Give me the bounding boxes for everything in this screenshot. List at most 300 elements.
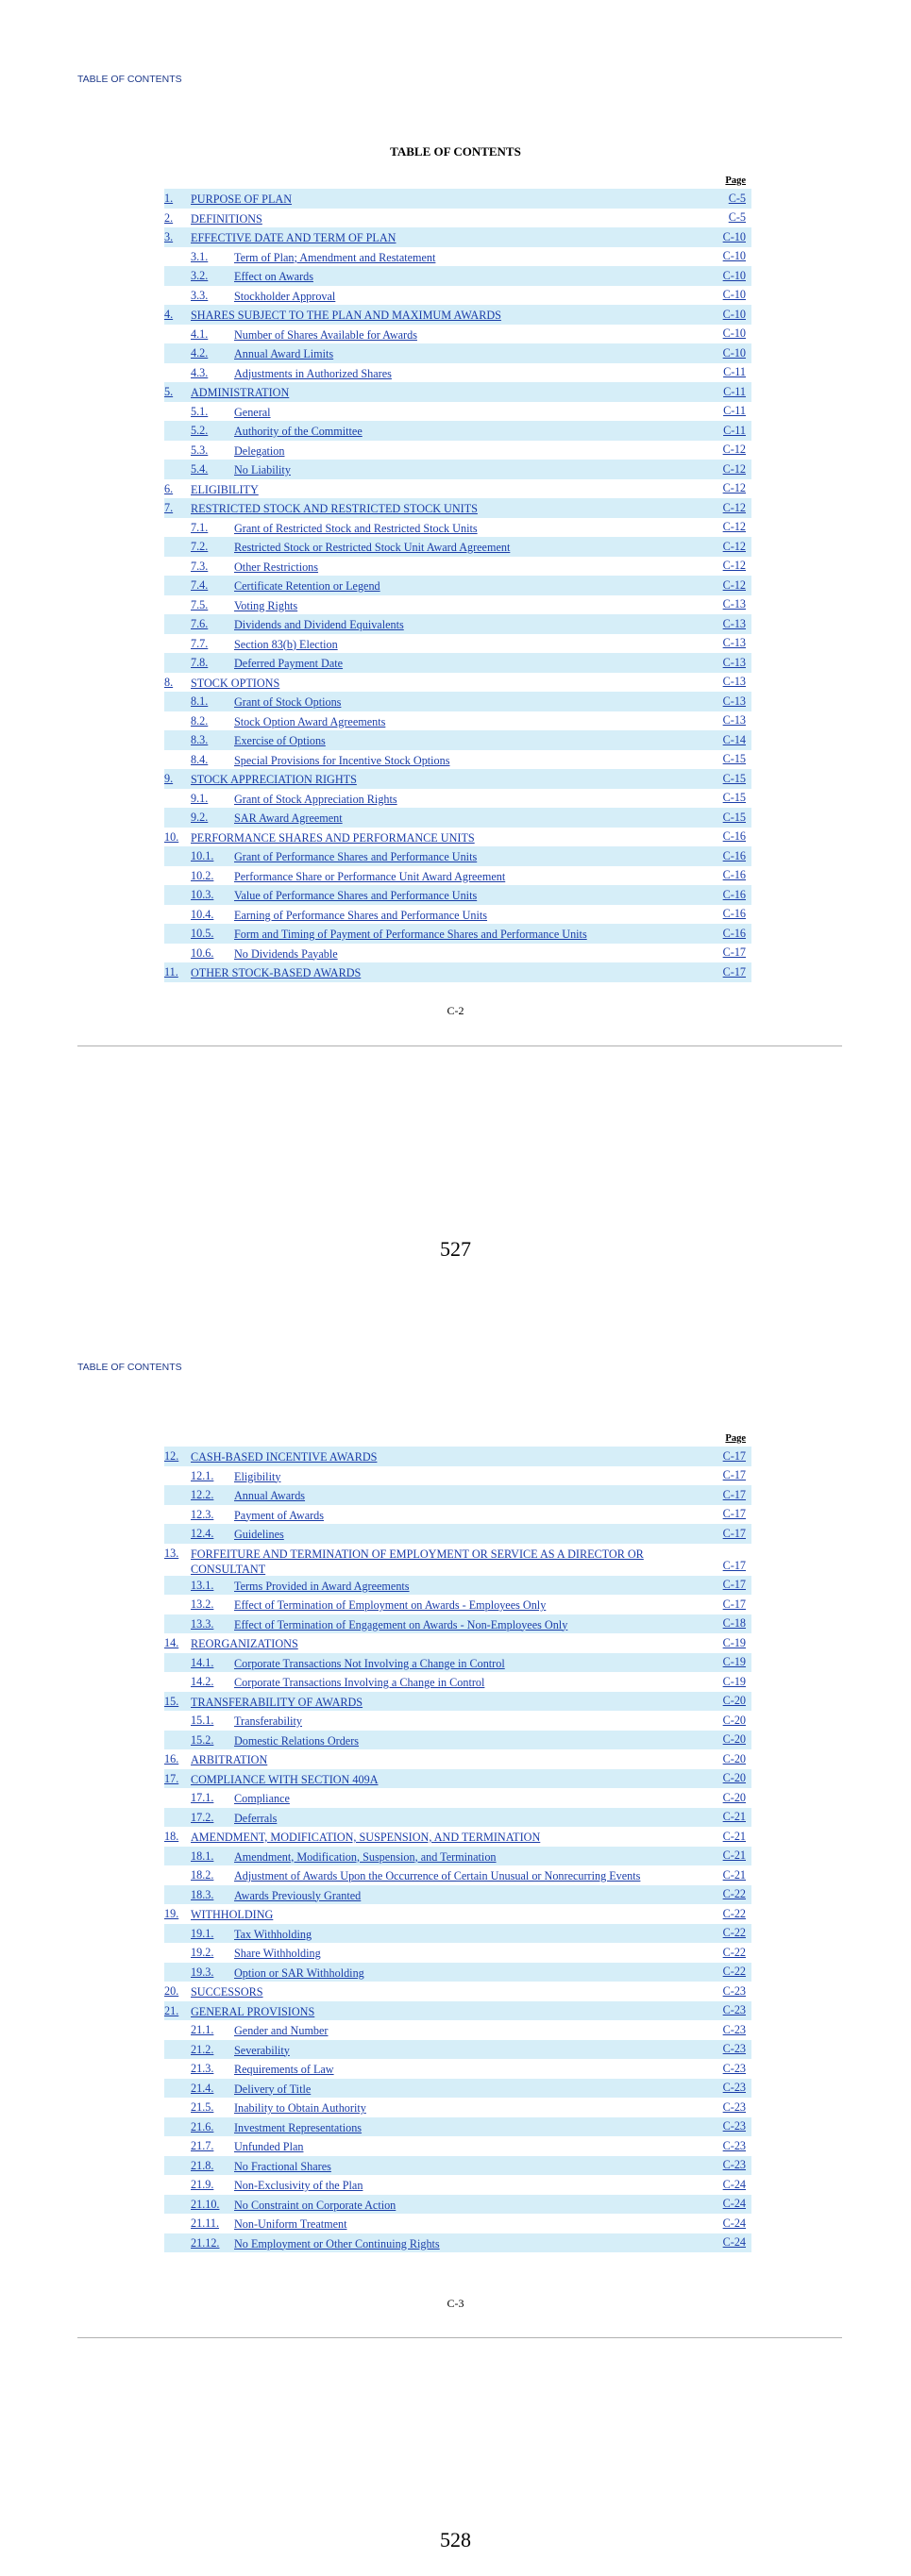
toc-entry-page[interactable]: C-23 xyxy=(722,2119,746,2133)
toc-entry[interactable] xyxy=(164,1731,751,1750)
toc-entry-title[interactable]: Option or SAR Withholding xyxy=(234,1965,364,1980)
toc-entry-page[interactable]: C-23 xyxy=(722,2138,746,2152)
toc-entry-title[interactable]: GENERAL PROVISIONS xyxy=(191,2004,315,2018)
toc-entry-title[interactable]: Adjustment of Awards Upon the Occurrence of Certain Unusual or Nonrecurring Events xyxy=(234,1869,641,1882)
toc-entry[interactable] xyxy=(164,944,751,963)
toc-entry-number[interactable]: 7.4. xyxy=(191,578,209,592)
toc-entry-page[interactable]: C-13 xyxy=(722,616,746,630)
toc-entry-number[interactable]: 14.1. xyxy=(191,1655,214,1669)
toc-entry-title[interactable]: Awards Previously Granted xyxy=(234,1888,362,1902)
toc-entry-number[interactable]: 3.1. xyxy=(191,249,209,263)
toc-entry-page[interactable]: C-10 xyxy=(722,345,746,360)
toc-entry-page[interactable]: C-23 xyxy=(722,2099,746,2114)
toc-entry-number[interactable]: 5.2. xyxy=(191,424,209,437)
toc-entry-title[interactable]: Term of Plan; Amendment and Restatement xyxy=(234,250,436,264)
toc-entry-number[interactable]: 7.2. xyxy=(191,540,209,553)
toc-entry-page[interactable]: C-13 xyxy=(722,655,746,669)
toc-entry-title[interactable]: No Dividends Payable xyxy=(234,946,338,961)
toc-entry[interactable] xyxy=(164,962,751,982)
toc-entry-title[interactable]: AMENDMENT, MODIFICATION, SUSPENSION, AND TERMINATION xyxy=(191,1831,541,1844)
toc-entry-number[interactable]: 4.2. xyxy=(191,346,209,360)
toc-entry-number[interactable]: 12.3. xyxy=(191,1507,214,1521)
toc-entry[interactable] xyxy=(164,1943,751,1963)
toc-entry-number[interactable]: 12.1. xyxy=(191,1468,214,1482)
toc-entry[interactable] xyxy=(164,421,751,441)
toc-entry-page[interactable]: C-10 xyxy=(722,229,746,243)
toc-entry-page[interactable]: C-24 xyxy=(722,2216,746,2230)
toc-entry-page[interactable]: C-23 xyxy=(722,2158,746,2171)
toc-entry-page[interactable]: C-16 xyxy=(722,848,746,862)
toc-entry[interactable] xyxy=(164,905,751,925)
toc-entry-page[interactable]: C-13 xyxy=(722,597,746,611)
toc-entry[interactable] xyxy=(164,2195,751,2215)
toc-entry-number[interactable]: 14. xyxy=(164,1636,179,1649)
toc-entry-title[interactable]: Guidelines xyxy=(234,1528,284,1541)
toc-entry-page[interactable]: C-17 xyxy=(722,1558,746,1572)
toc-entry[interactable] xyxy=(164,808,751,828)
toc-entry-number[interactable]: 7.1. xyxy=(191,520,209,534)
toc-entry-page[interactable]: C-12 xyxy=(722,539,746,553)
toc-entry-number[interactable]: 21.7. xyxy=(191,2139,214,2152)
toc-entry-page[interactable]: C-17 xyxy=(722,1468,746,1481)
toc-entry-number[interactable]: 21.3. xyxy=(191,2062,214,2075)
toc-entry-page[interactable]: C-17 xyxy=(722,1448,746,1463)
toc-entry-number[interactable]: 7. xyxy=(164,501,174,514)
toc-entry-title[interactable]: SAR Award Agreement xyxy=(234,811,343,825)
toc-entry-title[interactable]: PERFORMANCE SHARES AND PERFORMANCE UNITS xyxy=(191,830,475,845)
toc-entry[interactable] xyxy=(164,227,751,247)
toc-entry-number[interactable]: 5.1. xyxy=(191,404,209,418)
toc-entry-title[interactable]: Non-Exclusivity of the Plan xyxy=(234,2179,363,2192)
toc-entry-page[interactable]: C-20 xyxy=(722,1751,746,1765)
toc-entry[interactable] xyxy=(164,653,751,673)
toc-entry[interactable] xyxy=(164,382,751,402)
toc-entry-number[interactable]: 21.6. xyxy=(191,2119,214,2133)
toc-entry-title[interactable]: STOCK OPTIONS xyxy=(191,676,280,690)
toc-entry-number[interactable]: 10.4. xyxy=(191,907,214,921)
toc-entry-title[interactable]: Grant of Restricted Stock and Restricted Stock Units xyxy=(234,521,478,535)
toc-entry-page[interactable]: C-20 xyxy=(722,1732,746,1746)
toc-entry-number[interactable]: 21.12. xyxy=(191,2235,220,2250)
toc-entry[interactable] xyxy=(164,2214,751,2233)
toc-entry-title[interactable]: STOCK APPRECIATION RIGHTS xyxy=(191,773,357,786)
toc-entry-number[interactable]: 15. xyxy=(164,1694,179,1708)
toc-entry[interactable] xyxy=(164,460,751,479)
toc-entry-number[interactable]: 5.3. xyxy=(191,443,209,457)
toc-header-link[interactable]: TABLE OF CONTENTS xyxy=(77,1362,182,1373)
toc-entry[interactable] xyxy=(164,2079,751,2099)
toc-entry[interactable] xyxy=(164,557,751,577)
toc-entry-page[interactable]: C-20 xyxy=(722,1713,746,1727)
toc-entry-number[interactable]: 2. xyxy=(164,210,174,225)
toc-entry-page[interactable]: C-13 xyxy=(722,636,746,649)
toc-entry-page[interactable]: C-13 xyxy=(722,694,746,708)
toc-entry-title[interactable]: Adjustments in Authorized Shares xyxy=(234,366,392,380)
toc-entry-page[interactable]: C-10 xyxy=(722,288,746,301)
toc-entry[interactable] xyxy=(164,2098,751,2117)
toc-entry-number[interactable]: 3.3. xyxy=(191,288,209,302)
toc-entry-number[interactable]: 10.5. xyxy=(191,927,214,940)
toc-entry-page[interactable]: C-23 xyxy=(722,1983,746,1998)
toc-entry-title[interactable]: No Liability xyxy=(234,463,291,477)
toc-entry[interactable] xyxy=(164,2136,751,2156)
toc-entry-page[interactable]: C-20 xyxy=(722,1771,746,1784)
toc-entry-number[interactable]: 7.8. xyxy=(191,656,209,669)
toc-entry[interactable] xyxy=(164,518,751,538)
toc-entry[interactable] xyxy=(164,1466,751,1486)
toc-entry-title[interactable]: Number of Shares Available for Awards xyxy=(234,327,417,342)
toc-entry-number[interactable]: 13.1. xyxy=(191,1578,214,1592)
toc-entry[interactable] xyxy=(164,1982,751,2001)
toc-entry[interactable] xyxy=(164,1924,751,1944)
toc-entry[interactable] xyxy=(164,1524,751,1544)
toc-entry-number[interactable]: 11. xyxy=(164,965,178,979)
toc-entry-title[interactable]: Transferability xyxy=(234,1715,302,1728)
toc-entry-page[interactable]: C-21 xyxy=(722,1848,746,1862)
toc-entry-title[interactable]: Certificate Retention or Legend xyxy=(234,579,380,593)
toc-entry[interactable] xyxy=(164,711,751,731)
toc-entry-number[interactable]: 9.1. xyxy=(191,791,209,805)
toc-entry-title[interactable]: No Constraint on Corporate Action xyxy=(234,2198,396,2212)
toc-entry-page[interactable]: C-16 xyxy=(722,868,746,881)
toc-entry-title[interactable]: Eligibility xyxy=(234,1469,281,1483)
toc-entry-title[interactable]: Annual Award Limits xyxy=(234,347,334,360)
toc-entry-title[interactable]: OTHER STOCK-BASED AWARDS xyxy=(191,966,362,979)
toc-entry-page[interactable]: C-13 xyxy=(722,675,746,688)
toc-entry[interactable] xyxy=(164,614,751,634)
toc-entry-title[interactable]: Deferred Payment Date xyxy=(234,657,344,670)
toc-entry[interactable] xyxy=(164,2059,751,2079)
toc-entry-title[interactable]: Dividends and Dividend Equivalents xyxy=(234,618,404,631)
toc-entry[interactable] xyxy=(164,924,751,944)
toc-entry-page[interactable]: C-23 xyxy=(722,2061,746,2075)
toc-entry-title[interactable]: No Employment or Other Continuing Rights xyxy=(234,2236,440,2250)
toc-entry-title[interactable]: Voting Rights xyxy=(234,598,298,612)
toc-entry[interactable] xyxy=(164,1692,751,1712)
toc-entry[interactable] xyxy=(164,305,751,325)
toc-entry-title[interactable]: Grant of Stock Options xyxy=(234,695,342,709)
toc-entry-number[interactable]: 3. xyxy=(164,230,174,243)
toc-entry-number[interactable]: 4.3. xyxy=(191,365,209,379)
toc-entry-title[interactable]: Domestic Relations Orders xyxy=(234,1733,360,1748)
toc-entry-number[interactable]: 8.4. xyxy=(191,752,209,766)
toc-entry[interactable] xyxy=(164,498,751,518)
toc-entry[interactable] xyxy=(164,479,751,499)
toc-entry[interactable] xyxy=(164,846,751,866)
toc-entry-number[interactable]: 18.3. xyxy=(191,1887,214,1901)
toc-entry-number[interactable]: 21.9. xyxy=(191,2178,214,2191)
toc-entry-page[interactable]: C-14 xyxy=(722,732,746,746)
toc-entry[interactable] xyxy=(164,1447,751,1466)
toc-entry[interactable] xyxy=(164,769,751,789)
toc-entry[interactable] xyxy=(164,750,751,770)
toc-entry-number[interactable]: 13.2. xyxy=(191,1597,214,1611)
toc-entry[interactable] xyxy=(164,1963,751,1982)
toc-entry-page[interactable]: C-23 xyxy=(722,2081,746,2094)
toc-entry[interactable] xyxy=(164,343,751,363)
toc-entry-number[interactable]: 7.3. xyxy=(191,559,209,573)
toc-entry-page[interactable]: C-17 xyxy=(722,1578,746,1591)
toc-entry[interactable] xyxy=(164,1749,751,1769)
toc-entry-number[interactable]: 4. xyxy=(164,308,174,321)
toc-entry-page[interactable]: C-12 xyxy=(722,559,746,572)
toc-entry-title[interactable]: Section 83(b) Election xyxy=(234,637,338,651)
toc-entry-title[interactable]: Corporate Transactions Involving a Change in Control xyxy=(234,1676,485,1689)
toc-entry-number[interactable]: 8.3. xyxy=(191,733,209,746)
toc-entry-title[interactable]: Effect of Termination of Engagement on Awards - Non-Employees Only xyxy=(234,1617,568,1631)
toc-entry[interactable] xyxy=(164,1633,751,1653)
toc-entry-title[interactable]: Grant of Performance Shares and Performance Units xyxy=(234,850,478,863)
toc-entry[interactable] xyxy=(164,209,751,228)
toc-entry-number[interactable]: 17.1. xyxy=(191,1791,214,1804)
toc-entry-number[interactable]: 21.8. xyxy=(191,2158,214,2172)
toc-entry-number[interactable]: 18.1. xyxy=(191,1848,214,1863)
toc-entry-number[interactable]: 15.1. xyxy=(191,1714,214,1727)
toc-entry[interactable] xyxy=(164,2175,751,2195)
toc-entry-page[interactable]: C-5 xyxy=(728,210,746,224)
toc-entry-title[interactable]: Corporate Transactions Not Involving a Change in Control xyxy=(234,1656,505,1670)
toc-entry-title[interactable]: No Fractional Shares xyxy=(234,2159,331,2173)
toc-entry[interactable] xyxy=(164,673,751,693)
toc-entry[interactable] xyxy=(164,1769,751,1789)
toc-entry-title[interactable]: Delegation xyxy=(234,443,285,458)
toc-entry-page[interactable]: C-10 xyxy=(722,326,746,340)
toc-entry-page[interactable]: C-5 xyxy=(728,191,746,205)
toc-entry-page[interactable]: C-19 xyxy=(722,1635,746,1649)
toc-entry[interactable] xyxy=(164,595,751,615)
toc-entry[interactable] xyxy=(164,1614,751,1634)
toc-entry-title[interactable]: Earning of Performance Shares and Performance Units xyxy=(234,908,488,922)
toc-entry[interactable] xyxy=(164,828,751,847)
toc-entry-number[interactable]: 7.6. xyxy=(191,617,209,630)
toc-entry[interactable] xyxy=(164,247,751,267)
toc-entry-title[interactable]: RESTRICTED STOCK AND RESTRICTED STOCK UNITS xyxy=(191,502,478,515)
toc-entry-page[interactable]: C-22 xyxy=(722,1887,746,1900)
toc-entry-page[interactable]: C-20 xyxy=(722,1790,746,1804)
toc-entry-page[interactable]: C-15 xyxy=(722,752,746,765)
toc-entry-page[interactable]: C-21 xyxy=(722,1867,746,1882)
toc-entry-title[interactable]: Delivery of Title xyxy=(234,2082,312,2096)
toc-entry-number[interactable]: 21.1. xyxy=(191,2023,214,2036)
toc-entry-page[interactable]: C-10 xyxy=(722,249,746,262)
toc-entry-title[interactable]: Special Provisions for Incentive Stock Options xyxy=(234,753,450,767)
toc-entry-number[interactable]: 1. xyxy=(164,192,174,205)
toc-entry-page[interactable]: C-19 xyxy=(722,1655,746,1668)
toc-entry-number[interactable]: 21.4. xyxy=(191,2081,214,2095)
toc-entry-number[interactable]: 4.1. xyxy=(191,326,209,341)
toc-entry-page[interactable]: C-15 xyxy=(722,810,746,824)
toc-entry-page[interactable]: C-20 xyxy=(722,1694,746,1707)
toc-entry-page[interactable]: C-19 xyxy=(722,1674,746,1688)
toc-entry-number[interactable]: 20. xyxy=(164,1984,179,1998)
toc-entry-page[interactable]: C-21 xyxy=(722,1829,746,1843)
toc-entry[interactable] xyxy=(164,266,751,286)
toc-entry-title[interactable]: Payment of Awards xyxy=(234,1508,325,1522)
toc-entry-number[interactable]: 10.6. xyxy=(191,945,214,960)
toc-entry-page[interactable]: C-24 xyxy=(722,2177,746,2191)
toc-entry[interactable] xyxy=(164,1544,751,1576)
toc-entry-title[interactable]: REORGANIZATIONS xyxy=(191,1637,298,1650)
toc-entry-number[interactable]: 18. xyxy=(164,1830,179,1843)
toc-entry-number[interactable]: 19.3. xyxy=(191,1965,214,1979)
toc-entry[interactable] xyxy=(164,1653,751,1673)
toc-entry-title[interactable]: Tax Withholding xyxy=(234,1927,312,1941)
toc-entry-title[interactable]: Other Restrictions xyxy=(234,560,319,574)
toc-entry-number[interactable]: 8.1. xyxy=(191,694,209,708)
toc-entry-page[interactable]: C-11 xyxy=(723,365,746,378)
toc-entry-number[interactable]: 19. xyxy=(164,1907,179,1920)
toc-entry-page[interactable]: C-10 xyxy=(722,268,746,282)
toc-entry-title[interactable]: TRANSFERABILITY OF AWARDS xyxy=(191,1695,363,1709)
toc-entry-page[interactable]: C-22 xyxy=(722,1926,746,1939)
toc-entry[interactable] xyxy=(164,1885,751,1905)
toc-entry-page[interactable]: C-17 xyxy=(722,945,746,959)
toc-entry[interactable] xyxy=(164,885,751,905)
toc-entry-number[interactable]: 10.1. xyxy=(191,849,214,862)
toc-entry[interactable] xyxy=(164,325,751,344)
toc-entry-title[interactable]: SHARES SUBJECT TO THE PLAN AND MAXIMUM AWARDS xyxy=(191,309,501,322)
toc-entry-page[interactable]: C-12 xyxy=(722,481,746,494)
toc-entry[interactable] xyxy=(164,1827,751,1847)
toc-entry-number[interactable]: 7.7. xyxy=(191,636,209,650)
toc-entry-number[interactable]: 13. xyxy=(164,1546,179,1560)
toc-entry-title[interactable]: Effect on Awards xyxy=(234,270,313,283)
toc-entry[interactable] xyxy=(164,402,751,422)
toc-entry-number[interactable]: 21.2. xyxy=(191,2042,214,2056)
toc-header-link[interactable]: TABLE OF CONTENTS xyxy=(77,74,182,85)
toc-entry-page[interactable]: C-22 xyxy=(722,1945,746,1959)
toc-entry-page[interactable]: C-17 xyxy=(722,1597,746,1611)
toc-entry-number[interactable]: 13.3. xyxy=(191,1616,214,1631)
toc-entry-title[interactable]: COMPLIANCE WITH SECTION 409A xyxy=(191,1772,379,1786)
toc-entry-page[interactable]: C-21 xyxy=(722,1810,746,1823)
toc-entry-title[interactable]: Compliance xyxy=(234,1792,290,1805)
toc-entry-title[interactable]: EFFECTIVE DATE AND TERM OF PLAN xyxy=(191,231,396,244)
toc-entry-title[interactable]: Requirements of Law xyxy=(234,2063,334,2076)
toc-entry-number[interactable]: 17.2. xyxy=(191,1810,214,1824)
toc-entry-title[interactable]: WITHHOLDING xyxy=(191,1908,274,1921)
toc-entry[interactable] xyxy=(164,1485,751,1505)
toc-entry-page[interactable]: C-23 xyxy=(722,2022,746,2036)
toc-entry-page[interactable]: C-15 xyxy=(722,791,746,804)
toc-entry[interactable] xyxy=(164,576,751,595)
toc-entry-number[interactable]: 19.1. xyxy=(191,1926,214,1940)
toc-entry-page[interactable]: C-23 xyxy=(722,2003,746,2016)
toc-entry-title[interactable]: Stock Option Award Agreements xyxy=(234,714,386,728)
toc-entry-title[interactable]: Annual Awards xyxy=(234,1489,306,1502)
toc-entry-title[interactable]: Share Withholding xyxy=(234,1947,321,1960)
toc-entry[interactable] xyxy=(164,789,751,809)
toc-entry-title[interactable]: Form and Timing of Payment of Performance Shares and Performance Units xyxy=(234,928,587,941)
toc-entry-number[interactable]: 21. xyxy=(164,2003,179,2017)
toc-entry-title[interactable]: PURPOSE OF PLAN xyxy=(191,192,293,206)
toc-entry-title[interactable]: ELIGIBILITY xyxy=(191,482,259,496)
toc-entry-number[interactable]: 15.2. xyxy=(191,1732,214,1747)
toc-entry[interactable] xyxy=(164,2020,751,2040)
toc-entry-title[interactable]: DEFINITIONS xyxy=(191,211,262,226)
toc-entry-title[interactable]: Amendment, Modification, Suspension, and Termination xyxy=(234,1849,497,1864)
toc-entry-number[interactable]: 7.5. xyxy=(191,597,209,611)
toc-entry-page[interactable]: C-11 xyxy=(723,384,746,398)
toc-entry-title[interactable]: Exercise of Options xyxy=(234,734,326,747)
toc-entry-title[interactable]: CASH-BASED INCENTIVE AWARDS xyxy=(191,1450,378,1464)
toc-entry-page[interactable]: C-17 xyxy=(722,1526,746,1540)
toc-entry[interactable] xyxy=(164,2040,751,2060)
toc-entry-number[interactable]: 14.2. xyxy=(191,1675,214,1688)
toc-entry-title[interactable]: General xyxy=(234,405,271,419)
toc-entry[interactable] xyxy=(164,1595,751,1614)
toc-entry-page[interactable]: C-24 xyxy=(722,2197,746,2210)
toc-entry[interactable] xyxy=(164,1865,751,1885)
toc-entry[interactable] xyxy=(164,189,751,209)
toc-entry-title[interactable]: SUCCESSORS xyxy=(191,1985,263,1999)
toc-entry[interactable] xyxy=(164,634,751,654)
toc-entry[interactable] xyxy=(164,1847,751,1866)
toc-entry-page[interactable]: C-13 xyxy=(722,713,746,727)
toc-entry-page[interactable]: C-12 xyxy=(722,461,746,476)
toc-entry-number[interactable]: 8. xyxy=(164,675,174,689)
toc-entry-number[interactable]: 5. xyxy=(164,385,174,398)
toc-entry-title[interactable]: Gender and Number xyxy=(234,2024,329,2037)
toc-entry-number[interactable]: 10. xyxy=(164,829,179,844)
toc-entry-number[interactable]: 5.4. xyxy=(191,462,209,476)
toc-entry-title[interactable]: Severability xyxy=(234,2043,290,2057)
toc-entry-number[interactable]: 10.2. xyxy=(191,868,214,882)
toc-entry-page[interactable]: C-18 xyxy=(722,1616,746,1630)
toc-entry-number[interactable]: 9. xyxy=(164,772,174,785)
toc-entry-page[interactable]: C-17 xyxy=(722,964,746,979)
toc-entry-title[interactable]: Unfunded Plan xyxy=(234,2140,304,2153)
toc-entry-page[interactable]: C-12 xyxy=(722,443,746,456)
toc-entry[interactable] xyxy=(164,1904,751,1924)
toc-entry[interactable] xyxy=(164,1808,751,1828)
toc-entry-title[interactable]: Investment Representations xyxy=(234,2120,363,2134)
toc-entry-number[interactable]: 12.2. xyxy=(191,1488,214,1501)
toc-entry-page[interactable]: C-16 xyxy=(722,887,746,901)
toc-entry[interactable] xyxy=(164,441,751,460)
toc-entry-title[interactable]: ADMINISTRATION xyxy=(191,386,290,399)
toc-entry-number[interactable]: 21.11. xyxy=(191,2216,220,2230)
toc-entry-title[interactable]: Terms Provided in Award Agreements xyxy=(234,1579,410,1593)
toc-entry-page[interactable]: C-11 xyxy=(723,404,746,417)
toc-entry-title[interactable]: Value of Performance Shares and Performance Units xyxy=(234,889,478,902)
toc-entry-title[interactable]: FORFEITURE AND TERMINATION OF EMPLOYMENT OR SERVICE AS A DIRECTOR OR CONSULTANT xyxy=(191,1547,644,1576)
toc-entry-number[interactable]: 21.10. xyxy=(191,2197,220,2211)
toc-entry[interactable] xyxy=(164,2001,751,2021)
toc-entry[interactable] xyxy=(164,1672,751,1692)
toc-entry[interactable] xyxy=(164,1788,751,1808)
toc-entry-number[interactable]: 12.4. xyxy=(191,1527,214,1540)
toc-entry-title[interactable]: ARBITRATION xyxy=(191,1753,268,1766)
toc-entry-page[interactable]: C-17 xyxy=(722,1507,746,1520)
toc-entry-page[interactable]: C-16 xyxy=(722,926,746,940)
toc-entry-page[interactable]: C-16 xyxy=(722,829,746,843)
toc-entry-page[interactable]: C-10 xyxy=(722,307,746,321)
toc-entry-title[interactable]: Deferrals xyxy=(234,1811,278,1825)
toc-entry-title[interactable]: Non-Uniform Treatment xyxy=(234,2217,347,2231)
toc-entry[interactable] xyxy=(164,537,751,557)
toc-entry[interactable] xyxy=(164,692,751,711)
toc-entry-page[interactable]: C-15 xyxy=(722,771,746,785)
toc-entry-page[interactable]: C-16 xyxy=(722,907,746,920)
toc-entry-number[interactable]: 16. xyxy=(164,1752,179,1765)
toc-entry-title[interactable]: Effect of Termination of Employment on Awards - Employees Only xyxy=(234,1598,547,1612)
toc-entry-page[interactable]: C-23 xyxy=(722,2042,746,2055)
toc-entry[interactable] xyxy=(164,1505,751,1525)
toc-entry-title[interactable]: Inability to Obtain Authority xyxy=(234,2101,366,2115)
toc-entry-number[interactable]: 10.3. xyxy=(191,888,214,901)
toc-entry-page[interactable]: C-11 xyxy=(723,423,746,437)
